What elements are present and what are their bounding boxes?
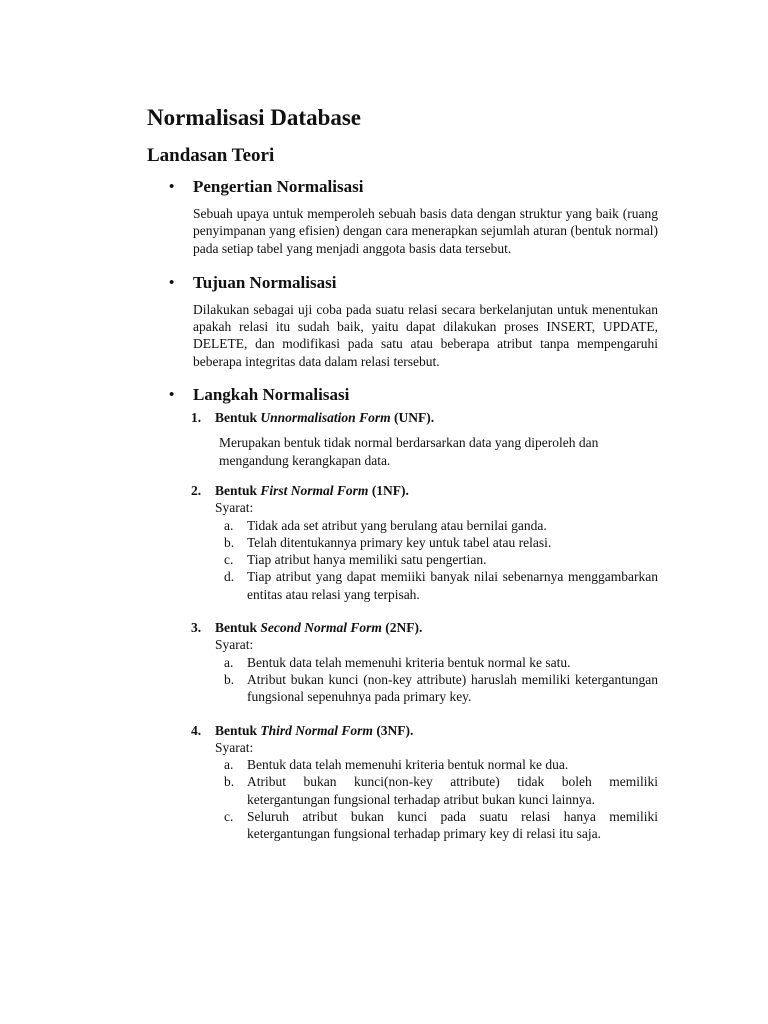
step-description: Merupakan bentuk tidak normal berdarsarkan data yang diperoleh dan mengandung kerangkapan data. — [219, 435, 599, 468]
bullet-heading: Pengertian Normalisasi — [193, 177, 364, 196]
bullet-icon: • — [169, 274, 175, 291]
criteria-item: b. Atribut bukan kunci (non-key attribute) haruslah memiliki ketergantungan fungsional sepenuhnya pada primary key. — [224, 671, 658, 705]
criteria-item: b. Telah ditentukannya primary key untuk tabel atau relasi. — [224, 534, 552, 550]
document-title: Normalisasi Database — [147, 105, 362, 130]
step-1nf — [147, 482, 658, 603]
criteria-item: c. Seluruh atribut bukan kunci pada suatu relasi hanya memiliki ketergantungan fungsional terhadap primary key di relasi itu saja. — [224, 809, 658, 842]
bullet-paragraph: Dilakukan sebagai uji coba pada suatu relasi secara berkelanjutan untuk menentukan apakah relasi itu sudah baik, yaitu dapat dilakukan proses INSERT, UPDATE, DELETE, dan modifikasi pada satu atau beberapa atribut tanpa mempengaruhi beberapa integritas data dalam relasi tersebut. — [193, 301, 658, 369]
step-number: 2. — [191, 482, 202, 498]
criteria-item: a. Bentuk data telah memenuhi kriteria bentuk normal ke dua. — [224, 757, 569, 773]
step-3nf — [147, 722, 658, 843]
step-form-name: Unnormalisation Form — [260, 410, 391, 426]
step-number: 3. — [191, 620, 202, 636]
criteria-item: c. Tiap atribut hanya memiliki satu pengertian. — [224, 552, 487, 568]
bullet-langkah — [147, 384, 658, 843]
step-form-name: Second Normal Form — [260, 620, 382, 636]
criteria-item: b. Atribut bukan kunci(non-key attribute) tidak boleh memiliki ketergantungan fungsional terhadap atribut bukan kunci lainnya. — [224, 774, 658, 807]
step-title: Bentuk First Normal Form (1NF). — [215, 482, 409, 498]
bullet-icon: • — [169, 179, 175, 195]
step-unf — [147, 409, 658, 469]
bullet-icon: • — [169, 387, 175, 404]
document-page — [147, 104, 658, 843]
step-form-name: First Normal Form — [260, 482, 369, 498]
bullet-heading: Tujuan Normalisasi — [193, 272, 337, 292]
syarat-label: Syarat: — [215, 739, 254, 755]
bullet-tujuan — [147, 272, 658, 370]
bullet-paragraph: Sebuah upaya untuk memperoleh sebuah basis data dengan struktur yang baik (ruang penyimpanan yang efisien) dengan cara menerapkan sejumlah aturan (bentuk normal) pada setiap tabel yang menjadi anggota basis data tersebut. — [193, 206, 658, 256]
criteria-list — [215, 756, 658, 842]
criteria-list — [215, 654, 658, 706]
step-title: Bentuk Second Normal Form (2NF). — [215, 620, 423, 636]
bullet-heading: Langkah Normalisasi — [193, 385, 350, 405]
criteria-item: a. Tidak ada set atribut yang berulang atau bernilai ganda. — [224, 517, 547, 533]
step-number: 1. — [191, 410, 202, 426]
steps-list — [147, 409, 658, 843]
syarat-label: Syarat: — [215, 637, 254, 653]
step-title: Bentuk Unnormalisation Form (UNF). — [215, 410, 435, 426]
step-form-name: Third Normal Form — [260, 722, 373, 738]
syarat-label: Syarat: — [215, 500, 254, 516]
criteria-item: d. Tiap atribut yang dapat memiiki banyak nilai sebenarnya menggambarkan entitas atau relasi yang terpisah. — [224, 569, 658, 602]
step-number: 4. — [191, 722, 202, 738]
section-heading: Landasan Teori — [147, 145, 275, 166]
step-title: Bentuk Third Normal Form (3NF). — [215, 722, 414, 738]
step-2nf — [147, 619, 658, 705]
criteria-item: a. Bentuk data telah memenuhi kriteria bentuk normal ke satu. — [224, 654, 571, 670]
bullet-pengertian — [147, 176, 658, 257]
criteria-list — [215, 517, 658, 603]
